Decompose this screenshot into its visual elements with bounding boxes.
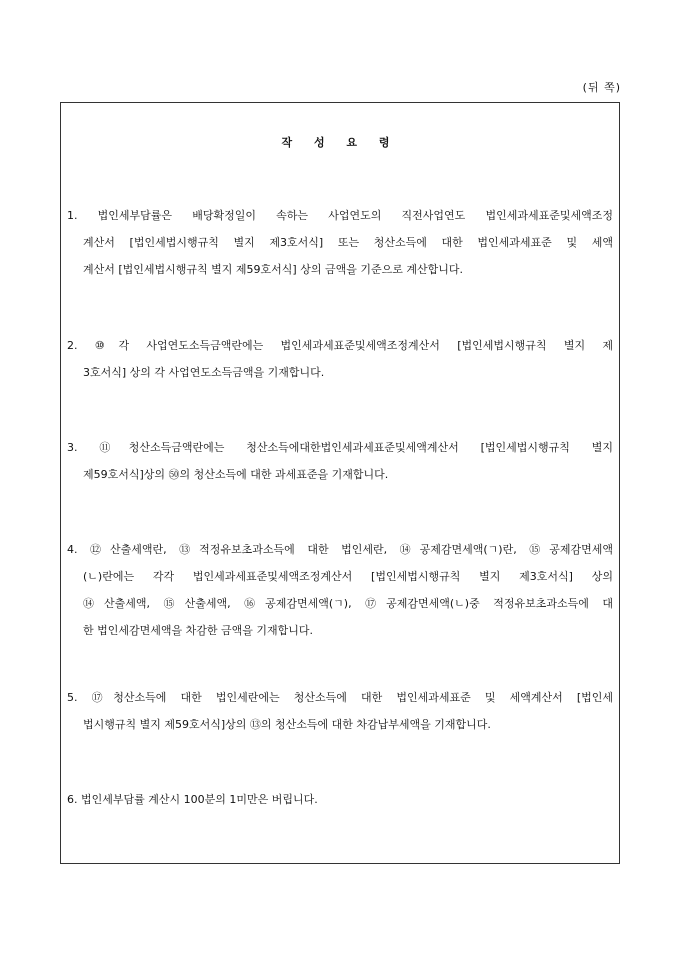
document-title: 작 성 요 령	[281, 136, 399, 149]
instruction-item-4	[67, 536, 613, 644]
instruction-line: (ㄴ)란에는 각각 법인세과세표준및세액조정계산서 [법인세법시행규칙 별지 제3호서식] 상의	[83, 570, 613, 583]
instruction-line: 3. ⑪청산소득금액란에는 청산소득에대한법인세과세표준및세액계산서 [법인세법시행규칙 별지	[67, 441, 613, 454]
instruction-line: 1. 법인세부담률은 배당확정일이 속하는 사업연도의 직전사업연도 법인세과세표준및세액조정	[67, 209, 613, 222]
instruction-line: ⑭산출세액, ⑮산출세액, ⑯공제감면세액(ㄱ), ⑰공제감면세액(ㄴ)중 적정유보초과소득에 대	[83, 597, 613, 610]
instruction-line: 법시행규칙 별지 제59호서식]상의 ⑬의 청산소득에 대한 차감납부세액을 기재합니다.	[83, 718, 491, 731]
page-side-label: (뒤 쪽)	[582, 81, 621, 94]
instruction-item-1	[67, 202, 613, 283]
instruction-item-3	[67, 434, 613, 488]
instructions-box	[60, 102, 620, 864]
instruction-line: 5. ⑰청산소득에 대한 법인세란에는 청산소득에 대한 법인세과세표준 및 세액계산서 [법인세	[67, 691, 613, 704]
instruction-line: 한 법인세감면세액을 차감한 금액을 기재합니다.	[83, 624, 314, 637]
instruction-line: 2. ⑩각 사업연도소득금액란에는 법인세과세표준및세액조정계산서 [법인세법시행규칙 별지 제	[67, 339, 613, 352]
instruction-line: 계산서 [법인세법시행규칙 별지 제59호서식] 상의 금액을 기준으로 계산합니다.	[83, 263, 463, 276]
instruction-line: 6. 법인세부담률 계산시 100분의 1미만은 버립니다.	[67, 793, 318, 806]
instruction-line: 3호서식] 상의 각 사업연도소득금액을 기재합니다.	[83, 366, 325, 379]
instruction-line: 4. ⑫산출세액란, ⑬적정유보초과소득에 대한 법인세란, ⑭공제감면세액(ㄱ)란, ⑮공제감면세액	[67, 543, 613, 556]
instruction-item-5	[67, 684, 613, 738]
instruction-line: 제59호서식]상의 ㊿의 청산소득에 대한 과세표준을 기재합니다.	[83, 468, 389, 481]
instruction-item-6	[67, 786, 613, 813]
instruction-item-2	[67, 332, 613, 386]
instruction-line: 계산서 [법인세법시행규칙 별지 제3호서식] 또는 청산소득에 대한 법인세과세표준 및 세액	[83, 236, 613, 249]
